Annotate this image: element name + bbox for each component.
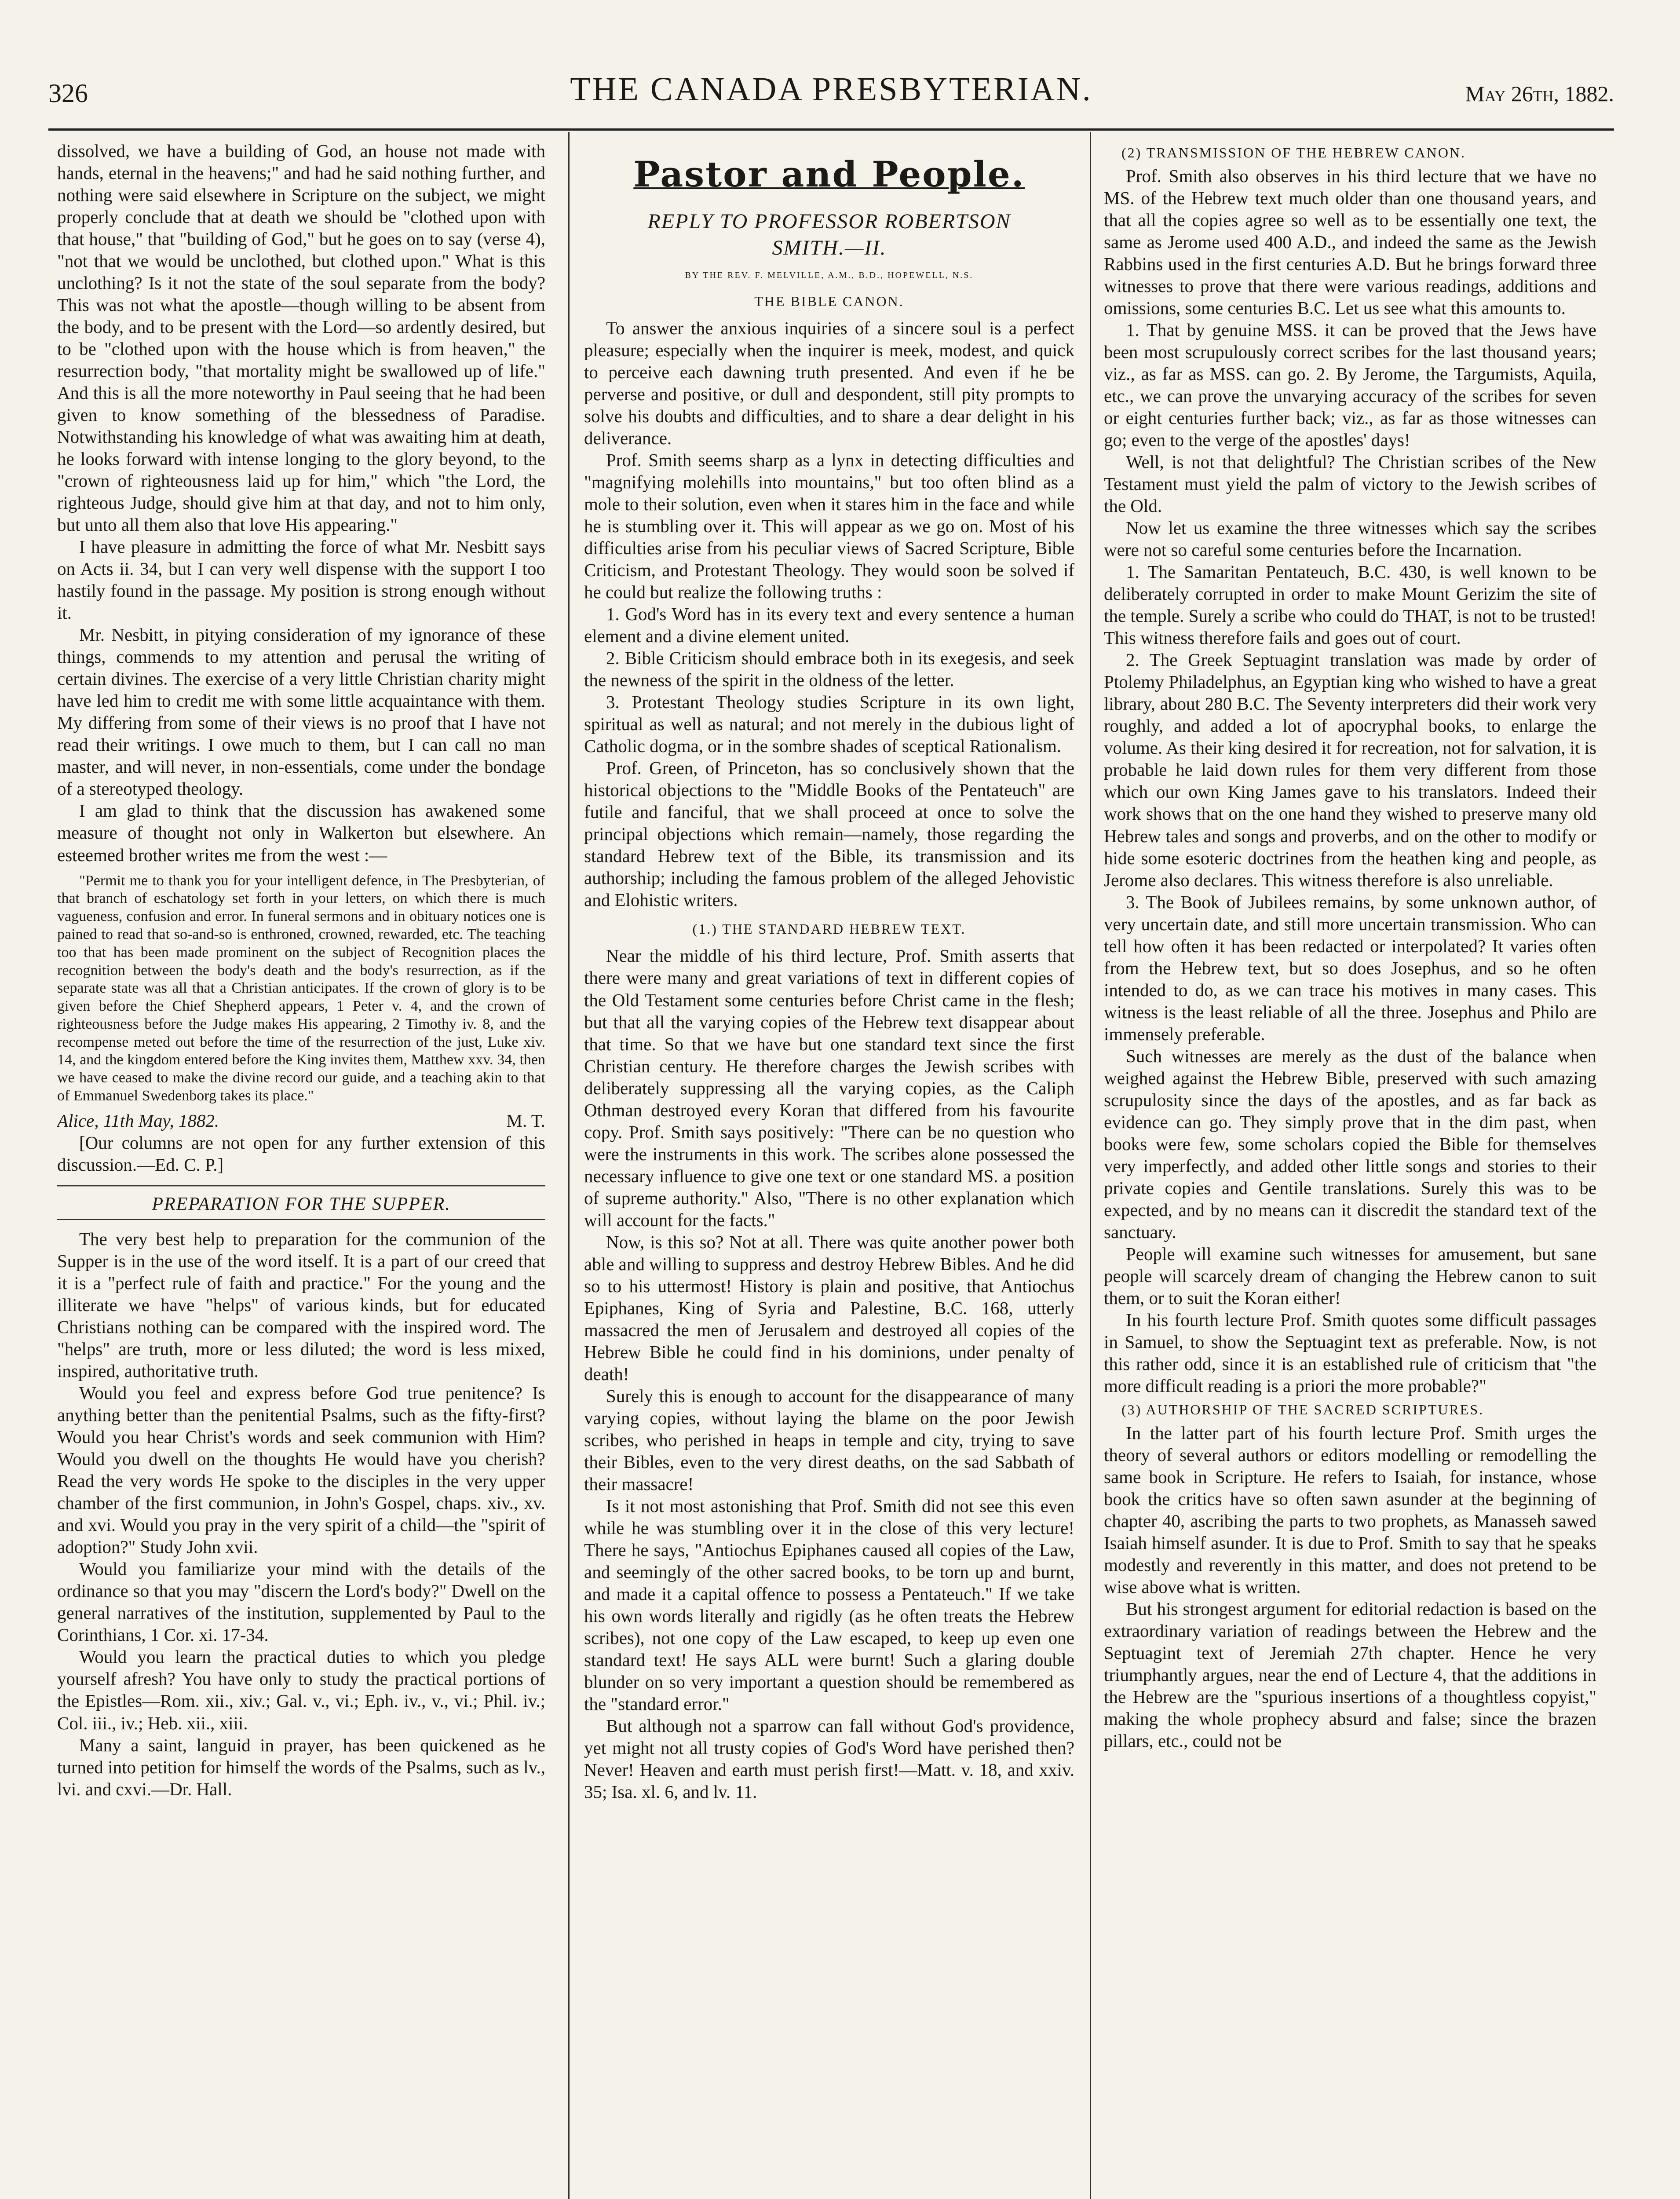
paragraph: Near the middle of his third lecture, Prof. Smith asserts that there were many and great variations of text in different copies of the Old Testament some centuries before Christ came in the flesh; but that all the varying copies of the Hebrew text disappear about that time. So that we have but one standard text since the first Christian century. He therefore charges the Jewish scribes with deliberately suppressing all the varying copies, as the Caliph Othman destroyed every Koran that differed from his favourite copy. Prof. Smith says positively: "There can be no question who were the instruments in this work. The scribes alone possessed the necessary influence to give one text or one standard MS. a position of supreme authority." Also, "There is no other explanation which will account for the facts." [584, 946, 1074, 1230]
column-2 [584, 140, 1074, 2199]
paragraph: Prof. Smith also observes in his third lecture that we have no MS. of the Hebrew text much older than one thousand years, and that all the copies agree so well as to be essentially one text, the same as Jerome used 400 A.D., and indeed the same as the Jewish Rabbins used in the first centuries A.D. But he brings forward three witnesses to prove that there were various readings, additions and omissions, some centuries B.C. Let us see what this amounts to. [1104, 166, 1596, 318]
subheading: THE BIBLE CANON. [754, 293, 904, 309]
paragraph: In the latter part of his fourth lecture Prof. Smith urges the theory of several authors or editors modelling or remodelling the same book in Scripture. He refers to Isaiah, for instance, whose book the critics have so often sawn asunder at the beginning of chapter 40, ascribing the parts to two prophets, as Manasseh sawed Isaiah himself asunder. It is due to Prof. Smith to say that he speaks modestly and reverently in this matter, and does not pretend to be wise above what is written. [1104, 1422, 1596, 1597]
column-3 [1104, 140, 1596, 2199]
paragraph: Now let us examine the three witnesses which say the scribes were not so careful some centuries before the Incarnation. [1104, 518, 1596, 560]
section-title: PREPARATION FOR THE SUPPER. [57, 1193, 545, 1220]
paragraph: Is it not most astonishing that Prof. Smith did not see this even while he was stumbling over it in the close of this very lecture! There he says, "Antiochus Epiphanes caused all copies of the Law, and seemingly of the other sacred books, to be torn up and burnt, and made it a capital offence to possess a Pentateuch." If we take his own words literally and rigidly (as he often treats the Hebrew scribes), not one copy of the Law escaped, to keep up even one standard text! He says ALL were burnt! Such a glaring double blunder on so very important a question should be remembered as the "standard error." [584, 1495, 1074, 1714]
paragraph: To answer the anxious inquiries of a sincere soul is a perfect pleasure; especially when the inquirer is meek, modest, and quick to perceive each dawning truth presented. And even if he be perverse and positive, or dull and despondent, still pity prompts to solve his doubts and difficulties, and to share a dear delight in his deliverance. [584, 318, 1074, 449]
paragraph: dissolved, we have a building of God, an house not made with hands, eternal in the heavens;" and had he said nothing further, and nothing were said elsewhere in Scripture on the subject, we might properly conclude that at death we should be "clothed upon with that house," that "building of God," but he goes on to say (verse 4), "not that we would be unclothed, but clothed upon." What is this unclothing? Is it not the state of the soul separate from the body? This was not what the apostle—though willing to be absent from the body, and to be present with the Lord—so ardently desired, but to be "clothed upon with the house which is from heaven," the resurrection body, "that mortality might be swallowed up of life." And this is all the more noteworthy in Paul seeing that he had been given to know something of the blessedness of Paradise. Notwithstanding his knowledge of what was awaiting him at death, he looks forward with intense longing to the glory beyond, to the "crown of righteousness laid up for him," which "the Lord, the righteous Judge, should give him at that day, and not to him only, but unto all them also that love His appearing." [57, 141, 545, 535]
paragraph: Prof. Green, of Princeton, has so conclusively shown that the historical objections to the "Middle Books of the Pentateuch" are futile and fanciful, that we shall proceed at once to solve the principal objections which remain—namely, those regarding the standard Hebrew text of the Bible, its transmission and its authorship; including the famous problem of the alleged Jehovistic and Elohistic writers. [584, 758, 1074, 910]
page-number: 326 [48, 79, 88, 108]
paragraph: 1. God's Word has in its every text and every sentence a human element and a divine element united. [584, 604, 1074, 647]
subheading: (2) TRANSMISSION OF THE HEBREW CANON. [1121, 145, 1466, 161]
paragraph: In his fourth lecture Prof. Smith quotes some difficult passages in Samuel, to show the Septuagint text as preferable. Now, is not this rather odd, since it is an established rule of criticism that "the more difficult reading is a priori the more probable?" [1104, 1309, 1596, 1396]
paragraph: Such witnesses are merely as the dust of the balance when weighed against the Hebrew Bible, preserved with such amazing scrupulosity since the days of the apostles, and as far back as evidence can go. They simply prove that in the dim past, when books were few, some scholars copied the Bible for themselves very imperfectly, and added other little songs and stories to their private copies and Gentile translations. Surely this was to be expected, and by no means can it discredit the standard text of the sanctuary. [1104, 1045, 1596, 1242]
paragraph: 2. Bible Criticism should embrace both in its exegesis, and seek the newness of the spirit in the oldness of the letter. [584, 648, 1074, 690]
byline: BY THE REV. F. MELVILLE, A.M., B.D., HOPEWELL, N.S. [685, 270, 974, 280]
paragraph: 3. Protestant Theology studies Scripture in its own light, spiritual as well as natural; and not merely in the dubious light of Catholic dogma, or in the sombre shades of sceptical Rationalism. [584, 692, 1074, 756]
paragraph: Now, is this so? Not at all. There was quite another power both able and willing to suppress and destroy Hebrew Bibles. And he did so to his uttermost! History is plain and positive, that Antiochus Epiphanes, King of Syria and Palestine, B.C. 168, utterly massacred the men of Jerusalem and destroyed all copies of the Hebrew Bible he could find in his dominions, under penalty of death! [584, 1231, 1074, 1384]
paragraph: 2. The Greek Septuagint translation was made by order of Ptolemy Philadelphus, an Egyptian king who wished to have a great library, about 280 B.C. The Seventy interpreters did their work very roughly, and added a lot of apocryphal books, to enlarge the volume. As their king desired it for recreation, not for salvation, it is probable he laid down rules for them very different from those which our own King James gave to his translators. Indeed their work shows that on the one hand they wished to preserve many old Hebrew tales and songs and proverbs, and on the other to modify or hide some esoteric doctrines from the heathen king and people, as Jerome also declares. This witness therefore is also unreliable. [1104, 650, 1596, 890]
signoff-place-date: Alice, 11th May, 1882. [57, 1110, 219, 1131]
paragraph: Many a saint, languid in prayer, has been quickened as he turned into petition for himself the words of the Psalms, such as lv., lvi. and cxvi.—Dr. Hall. [57, 1735, 545, 1799]
department-heading: Pastor and People. [633, 153, 1025, 195]
paragraph: Surely this is enough to account for the disappearance of many varying copies, without laying the blame on the poor Jewish scribes, who perished in heaps in temple and city, trying to save their Bibles, even to the very direst deaths, on the sad Sabbath of their massacre! [584, 1385, 1074, 1494]
column-rule [1090, 132, 1091, 2199]
paragraph: The very best help to preparation for the communion of the Supper is in the use of the word itself. It is a part of our creed that it is a "perfect rule of faith and practice." For the young and the illiterate we have "helps" of various kinds, but for educated Christians nothing can be compared with the inspired word. The "helps" are truth, more or less diluted; the word is less mixed, inspired, authoritative truth. [57, 1229, 545, 1381]
paragraph: People will examine such witnesses for amusement, but sane people will scarcely dream of changing the Hebrew canon to suit them, or to suit the Koran either! [1104, 1243, 1596, 1308]
subheading: (1.) THE STANDARD HEBREW TEXT. [692, 921, 966, 937]
paragraph: But his strongest argument for editorial redaction is based on the extraordinary variation of readings between the Hebrew and the Septuagint text of Jeremiah 27th chapter. Hence he very triumphantly argues, near the end of Lecture 4, that the additions in the Hebrew are the "spurious insertions of a thoughtless copyist," making the whole prophecy absurd and false; since the brazen pillars, etc., could not be [1104, 1599, 1596, 1751]
article-title: REPLY TO PROFESSOR ROBERTSON SMITH.—II. [647, 209, 1011, 259]
paragraph: Mr. Nesbitt, in pitying consideration of my ignorance of these things, commends to my attention and perusal the writing of certain divines. The exercise of a very little Christian charity might have led him to credit me with some little acquaintance with them. My differing from some of their views is no proof that I have not read their writings. I owe much to them, but I can call no man master, and will never, in non-essentials, come under the bondage of a stereotyped theology. [57, 625, 545, 799]
section-divider [57, 1185, 545, 1187]
paragraph: 3. The Book of Jubilees remains, by some unknown author, of very uncertain date, and still more uncertain transmission. Who can tell how often it has been redacted or interpolated? It varies often from the Hebrew text, but so does Josephus, and so he often intended to do, as we can trace his motives in many cases. This witness is the least reliable of all the three. Josephus and Philo are immensely preferable. [1104, 891, 1596, 1044]
paragraph: Would you familiarize your mind with the details of the ordinance so that you may "discern the Lord's body?" Dwell on the general narratives of the institution, supplemented by Paul to the Corinthians, 1 Cor. xi. 17-34. [57, 1559, 545, 1645]
header-rule [48, 128, 1614, 131]
paragraph: I have pleasure in admitting the force of what Mr. Nesbitt says on Acts ii. 34, but I can very well dispense with the support I too hastily found in the passage. My position is strong enough without it. [57, 537, 545, 623]
masthead [48, 66, 1614, 132]
paragraph: 1. That by genuine MSS. it can be proved that the Jews have been most scrupulously correct scribes for the last thousand years; viz., as far as MSS. can go. 2. By Jerome, the Targumists, Aquila, etc., we can prove the unvarying accuracy of the scribes for seven or eight centuries further back; viz., as far as those witnesses can go; even to the verge of the apostles' days! [1104, 320, 1596, 450]
column-1 [57, 140, 545, 2199]
quoted-letter: "Permit me to thank you for your intelligent defence, in The Presbyterian, of that branch of eschatology set forth in your letters, on which there is much vagueness, confusion and error. In funeral sermons and in obituary notices one is pained to read that so-and-so is enthroned, crowned, rewarded, etc. The teaching too that has been made prominent on the subject of Recognition places the recognition between the body's death and the body's resurrection, as if the separate state was all that a Christian anticipates. If the crown of glory is to be given before the Chief Shepherd appears, 1 Peter v. 4, and the crown of righteousness before the Judge makes His appearing, 2 Timothy iv. 8, and the recompense meted out before the time of the resurrection of the just, Luke xiv. 14, and the kingdom entered before the King invites them, Matthew xxv. 34, then we have ceased to make the divine record our guide, and a teaching akin to that of Emmanuel Swedenborg takes its place." [57, 872, 545, 1104]
paragraph: 1. The Samaritan Pentateuch, B.C. 430, is well known to be deliberately corrupted in order to make Mount Gerizim the site of the temple. Surely a scribe who could do THAT, is not to be trusted! This witness therefore fails and goes out of court. [1104, 562, 1596, 648]
paragraph: Would you learn the practical duties to which you pledge yourself afresh? You have only to study the practical portions of the Epistles—Rom. xii., xiv.; Gal. v., vi.; Eph. iv., v., vi.; Phil. iv.; Col. iii., iv.; Heb. xii., xiii. [57, 1647, 545, 1733]
paragraph: I am glad to think that the discussion has awakened some measure of thought not only in Walkerton but elsewhere. An esteemed brother writes me from the west :— [57, 800, 545, 865]
issue-date: May 26th, 1882. [1465, 81, 1614, 106]
paragraph: Prof. Smith seems sharp as a lynx in detecting difficulties and "magnifying molehills into mountains," but too often blind as a mole to their solution, even when it stares him in the face and while he is stumbling over it. This will appear as we go on. Most of his difficulties arise from his peculiar views of Sacred Scripture, Bible Criticism, and Protestant Theology. They would soon be solved if he could but realize the following truths : [584, 450, 1074, 603]
paragraph: But although not a sparrow can fall without God's providence, yet might not all trusty copies of God's Word have perished then? Never! Heaven and earth must perish first!—Matt. v. 18, and xxiv. 35; Isa. xl. 6, and lv. 11. [584, 1716, 1074, 1802]
paragraph: Well, is not that delightful? The Christian scribes of the New Testament must yield the palm of victory to the Jewish scribes of the Old. [1104, 452, 1596, 516]
paper-title: THE CANADA PRESBYTERIAN. [570, 71, 1092, 108]
paragraph: Would you feel and express before God true penitence? Is anything better than the penitential Psalms, such as the fifty-first? Would you hear Christ's words and seek communion with Him? Would you dwell on the thoughts He would have you cherish? Read the very words He spoke to the disciples in the very upper chamber of the first communion, in John's Gospel, chaps. xiv., xv. and xvi. Would you pray in the very spirit of a child—the "spirit of adoption?" Study John xvii. [57, 1383, 545, 1557]
letter-signoff [57, 1110, 545, 1132]
editor-note: [Our columns are not open for any further extension of this discussion.—Ed. C. P.] [57, 1132, 545, 1175]
column-rule [568, 132, 570, 2199]
subheading: (3) AUTHORSHIP OF THE SACRED SCRIPTURES. [1121, 1401, 1484, 1417]
signoff-initials: M. T. [506, 1110, 545, 1131]
